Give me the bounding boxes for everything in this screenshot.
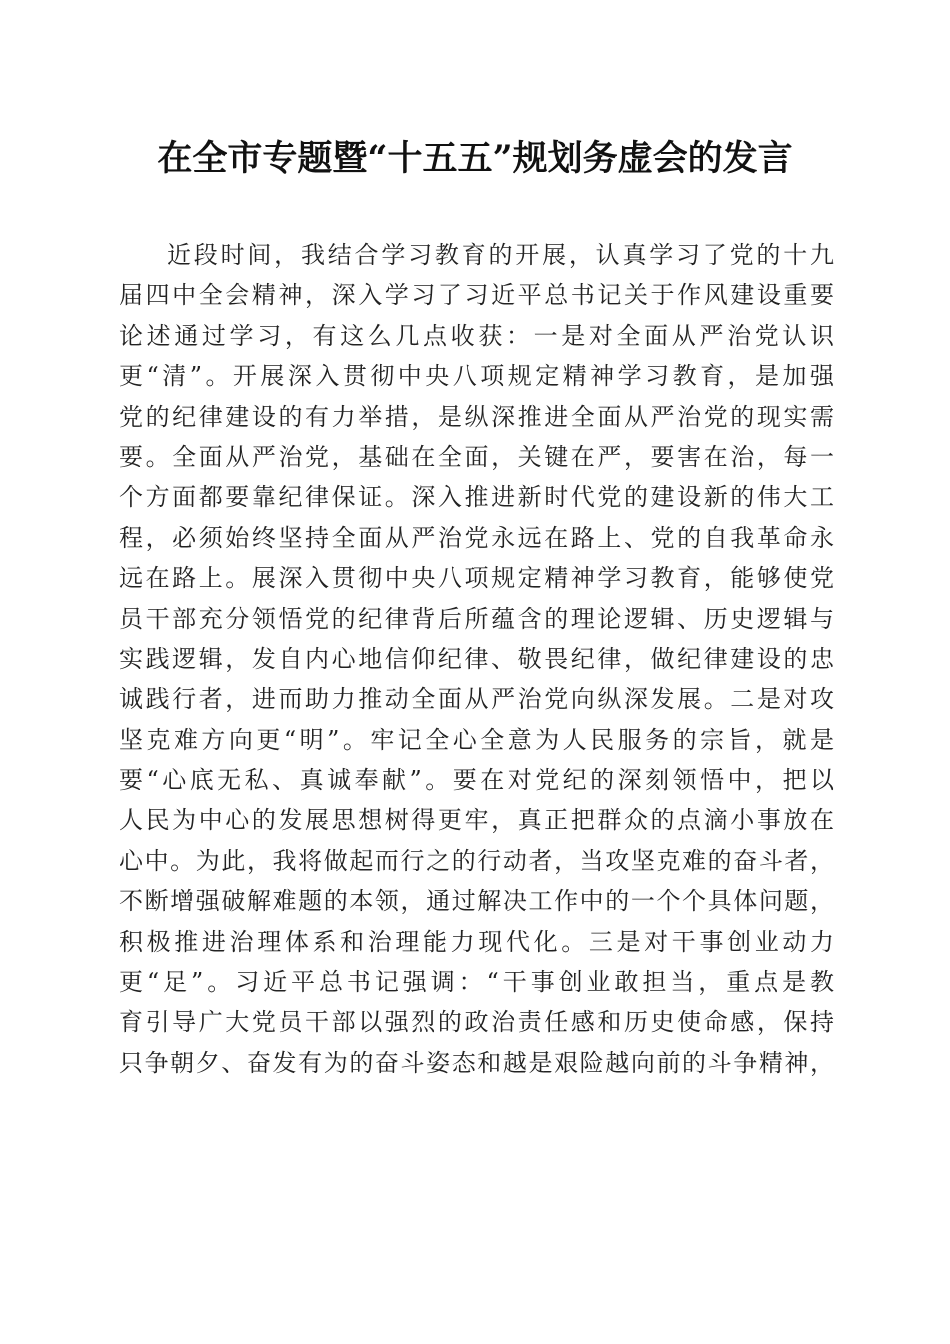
paragraph-line: 实践逻辑，发自内心地信仰纪律、敬畏纪律，做纪律建设的忠 bbox=[119, 644, 834, 673]
paragraph-line: 更“清”。开展深入贯彻中央八项规定精神学习教育，是加强 bbox=[119, 362, 834, 391]
paragraph-line: 诚践行者，进而助力推动全面从严治党向纵深发展。二是对攻 bbox=[119, 685, 834, 714]
paragraph-line: 届四中全会精神，深入学习了习近平总书记关于作风建设重要 bbox=[119, 281, 834, 310]
paragraph-line: 只争朝夕、奋发有为的奋斗姿态和越是艰险越向前的斗争精神， bbox=[119, 1048, 834, 1077]
document-body bbox=[119, 235, 834, 1083]
paragraph-line: 党的纪律建设的有力举措，是纵深推进全面从严治党的现实需 bbox=[119, 402, 834, 431]
paragraph-line: 心中。为此，我将做起而行之的行动者，当攻坚克难的奋斗者， bbox=[119, 846, 834, 875]
paragraph-line: 人民为中心的发展思想树得更牢，真正把群众的点滴小事放在 bbox=[119, 806, 834, 835]
paragraph-line: 要“心底无私、真诚奉献”。要在对党纪的深刻领悟中，把以 bbox=[119, 766, 834, 795]
paragraph-line: 个方面都要靠纪律保证。深入推进新时代党的建设新的伟大工 bbox=[119, 483, 834, 512]
paragraph-line: 论述通过学习，有这么几点收获：一是对全面从严治党认识 bbox=[119, 321, 834, 350]
paragraph-line: 更“足”。习近平总书记强调：“干事创业敢担当，重点是教 bbox=[119, 968, 834, 997]
paragraph-line: 积极推进治理体系和治理能力现代化。三是对干事创业动力 bbox=[119, 927, 834, 956]
paragraph-line: 育引导广大党员干部以强烈的政治责任感和历史使命感，保持 bbox=[119, 1008, 834, 1037]
paragraph-line: 坚克难方向更“明”。牢记全心全意为人民服务的宗旨，就是 bbox=[119, 725, 834, 754]
paragraph-line: 程，必须始终坚持全面从严治党永远在路上、党的自我革命永 bbox=[119, 523, 834, 552]
paragraph-line: 要。全面从严治党，基础在全面，关键在严，要害在治，每一 bbox=[119, 442, 834, 471]
paragraph-line: 远在路上。展深入贯彻中央八项规定精神学习教育，能够使党 bbox=[119, 564, 834, 593]
paragraph-line: 员干部充分领悟党的纪律背后所蕴含的理论逻辑、历史逻辑与 bbox=[119, 604, 834, 633]
paragraph-line: 不断增强破解难题的本领，通过解决工作中的一个个具体问题， bbox=[119, 887, 834, 916]
paragraph-line: 近段时间，我结合学习教育的开展，认真学习了党的十九 bbox=[167, 241, 834, 269]
document-title: 在全市专题暨“十五五”规划务虚会的发言 bbox=[157, 138, 793, 179]
